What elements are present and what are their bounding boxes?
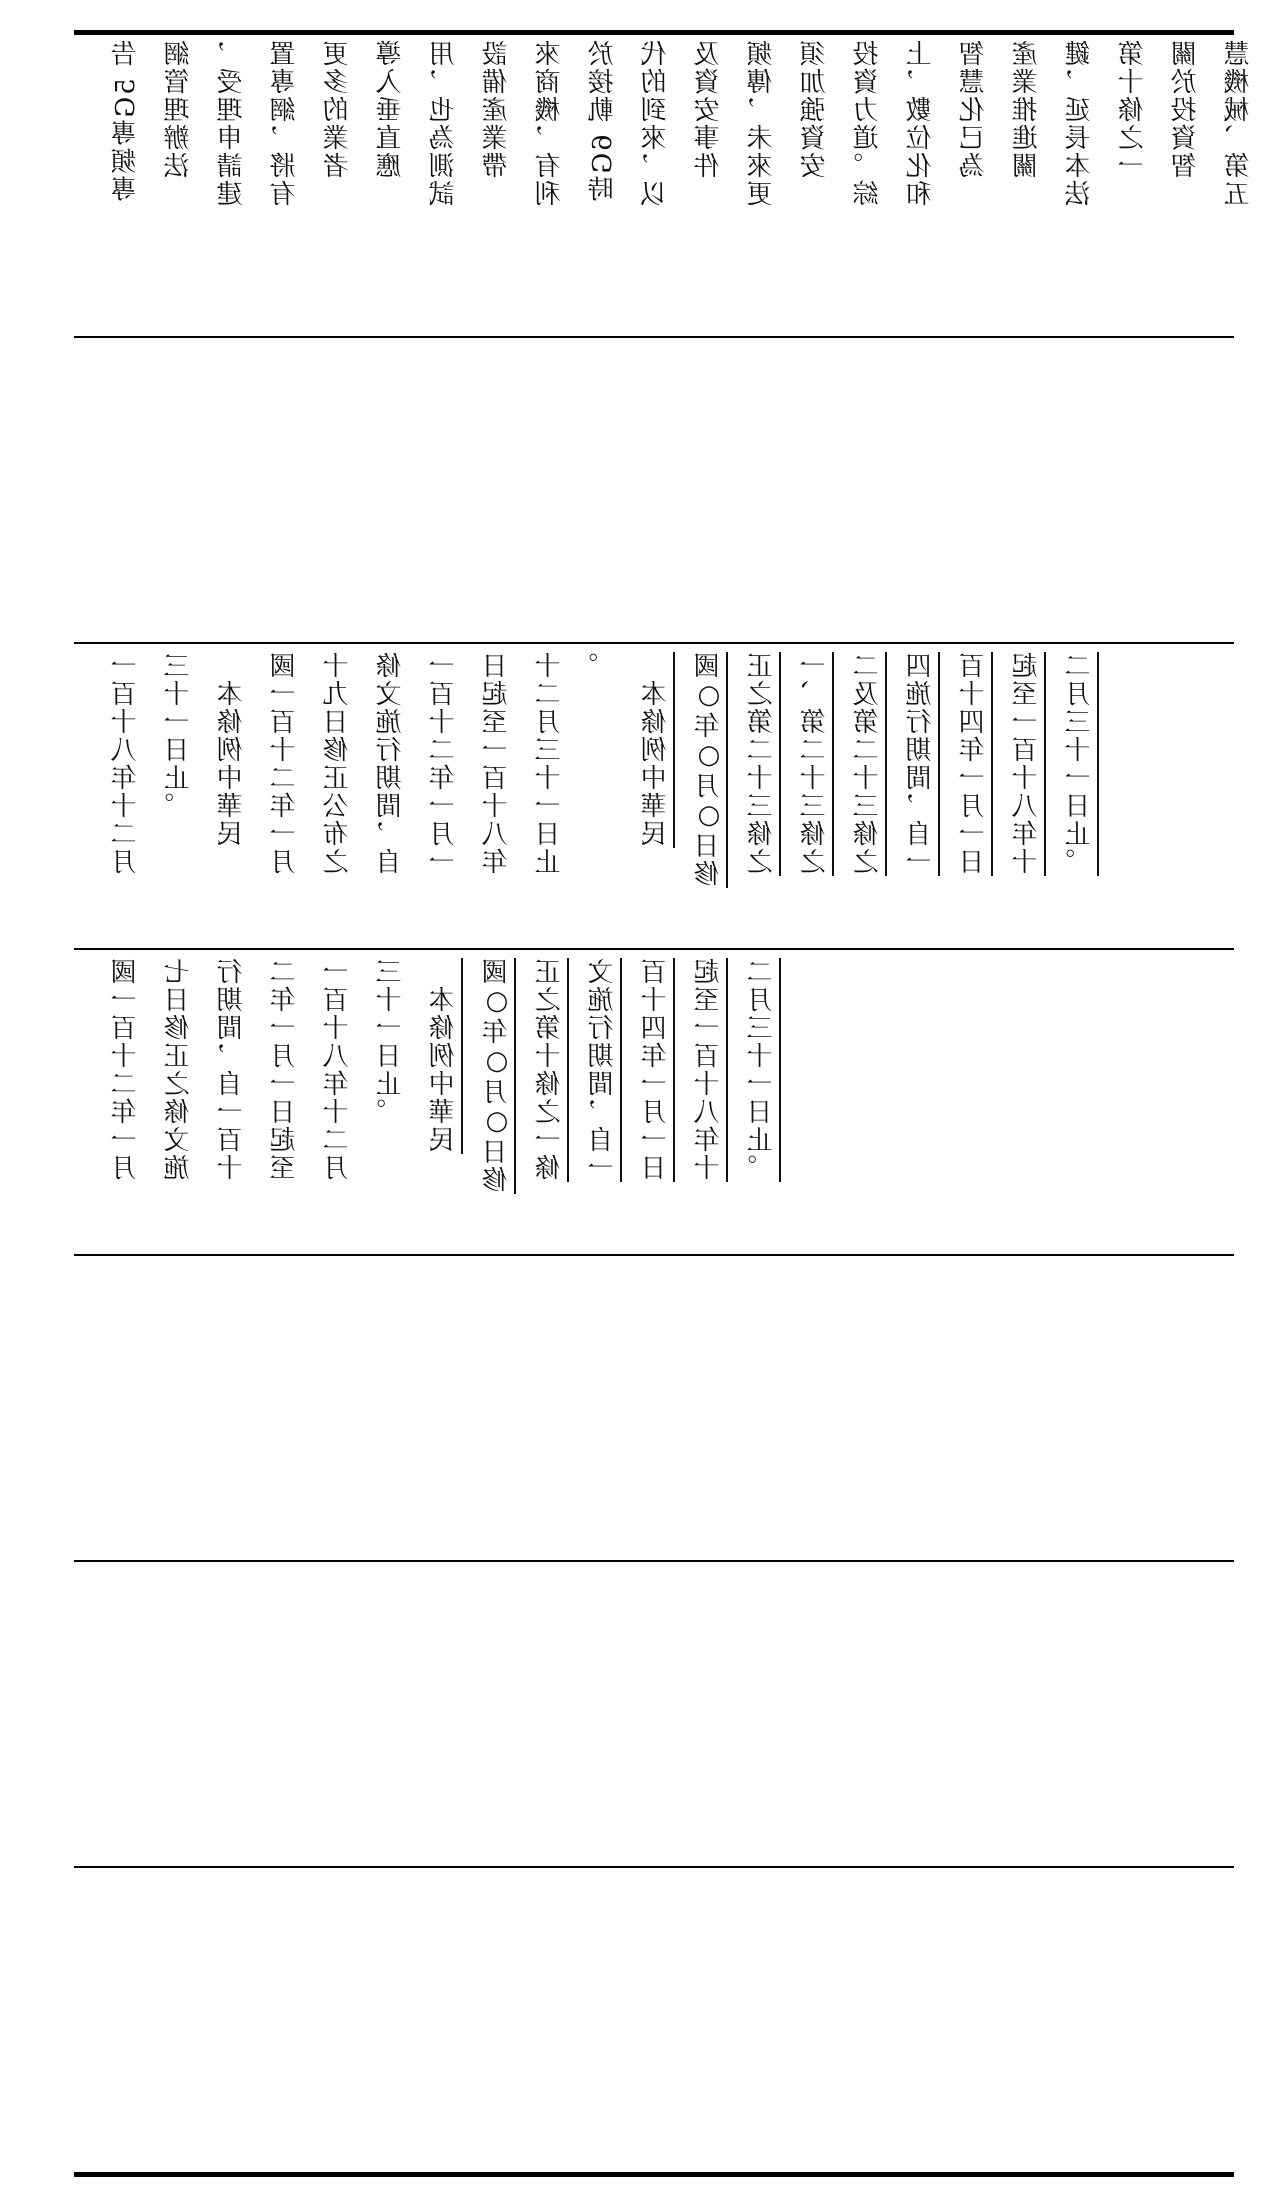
table-cell-row-3 [100, 652, 1210, 942]
text-column: 二年一月一日起至 [270, 958, 300, 1182]
text-column: 七日修正之條文施 [164, 958, 194, 1182]
table-cell-row-7 [100, 1876, 1210, 2166]
text-column: 慧機械、第五 [1224, 40, 1254, 208]
text-column: 置專網，將有 [270, 40, 300, 208]
text-column: 代的到來，以 [641, 40, 671, 208]
text-column: 十二月三十一日止 [535, 652, 565, 876]
text-column: 網管理辦法 [164, 40, 194, 180]
text-column: 告 5G專頻專 [111, 40, 141, 204]
text-column: 二月三十一日止。 [747, 958, 777, 1182]
text-column: 百十四年一月一日 [959, 652, 989, 876]
text-column: 於接軌 6G時 [588, 40, 618, 204]
text-column: 起至一百十八年十 [1012, 652, 1042, 876]
text-column: 本條例中華民 [429, 958, 459, 1154]
table-row-divider [74, 336, 1234, 338]
text-column: 來商機，有利 [535, 40, 565, 208]
text-column: 導入垂直應 [376, 40, 406, 180]
text-column: 投資力道。綜 [853, 40, 883, 208]
text-column: 。 [588, 652, 618, 680]
table-row-divider [74, 1560, 1234, 1562]
text-column: 正之第十條之一條 [535, 958, 565, 1182]
text-column: 產業推進關 [1012, 40, 1042, 180]
text-column: 日起至一百十八年 [482, 652, 512, 876]
text-column: 鍵，延長本法 [1065, 40, 1095, 208]
vertical-text-block [100, 958, 789, 1194]
text-column: 國○年○月○日修 [482, 958, 512, 1194]
text-column: 條文施行期間，自 [376, 652, 406, 876]
table-bottom-border [74, 2172, 1234, 2177]
text-column: 文施行期間，自一 [588, 958, 618, 1182]
text-column: 三十一日止。 [164, 652, 194, 820]
table-cell-row-6 [100, 1570, 1210, 1860]
text-column: 十九日修正公布之 [323, 652, 353, 876]
text-column: 設備產業帶 [482, 40, 512, 180]
text-column: 須加強資安 [800, 40, 830, 180]
table-row-divider [74, 642, 1234, 644]
table-row-divider [74, 1866, 1234, 1868]
text-column: 國一百十二年一月 [270, 652, 300, 876]
table-cell-row-1 [100, 40, 1254, 330]
text-column: 一百十八年十二月 [111, 652, 141, 876]
text-column: 四施行期間，自一 [906, 652, 936, 876]
text-column: 用，也為測試 [429, 40, 459, 208]
text-column: 更多的業者 [323, 40, 353, 180]
text-column: 百十四年一月一日 [641, 958, 671, 1182]
vertical-text-block [100, 652, 1107, 888]
text-column: ，受理申請建 [217, 40, 247, 208]
text-column: 及資安事件 [694, 40, 724, 180]
text-column: 本條例中華民 [217, 652, 247, 848]
text-column: 一百十八年十二月 [323, 958, 353, 1182]
text-column: 頻傳，未來更 [747, 40, 777, 208]
text-column: 行期間，自一百十 [217, 958, 247, 1182]
text-column: 正之第二十三條之 [747, 652, 777, 876]
text-column: 本條例中華民 [641, 652, 671, 848]
table-top-border [74, 30, 1234, 35]
text-column: 關於投資智 [1171, 40, 1201, 180]
text-column: 三十一日止。 [376, 958, 406, 1126]
text-column: 上，數位化和 [906, 40, 936, 208]
text-column: 一、第二十三條之 [800, 652, 830, 876]
text-column: 國○年○月○日修 [694, 652, 724, 888]
text-column: 二月三十一日止。 [1065, 652, 1095, 876]
table-cell-row-2 [100, 345, 1210, 635]
text-column: 起至一百十八年十 [694, 958, 724, 1182]
text-column: 第十條之一 [1118, 40, 1148, 180]
text-column: 智慧化已為 [959, 40, 989, 180]
vertical-text-block [100, 40, 1266, 208]
text-column: 二及第二十三條之 [853, 652, 883, 876]
text-column: 一百十二年一月一 [429, 652, 459, 876]
text-column: 國一百十二年一月 [111, 958, 141, 1182]
table-cell-row-5 [100, 1264, 1210, 1554]
table-row-divider [74, 1254, 1234, 1256]
table-row-divider [74, 948, 1234, 950]
table-cell-row-4 [100, 958, 1210, 1248]
